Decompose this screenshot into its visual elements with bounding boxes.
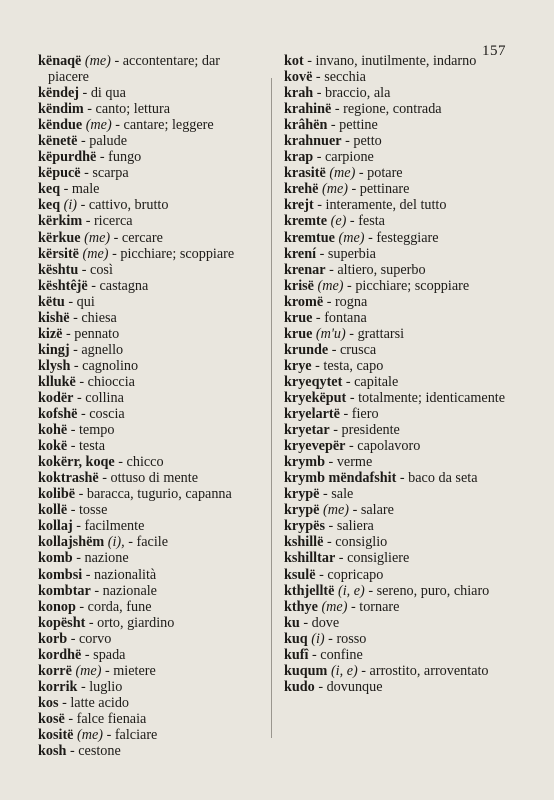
entry-headword: krymb — [284, 454, 325, 471]
entry-definition: - chicco — [114, 454, 164, 471]
entry-headword: kënetë — [38, 133, 78, 150]
dictionary-entry — [38, 470, 264, 486]
entry-headword: kështu — [38, 261, 79, 278]
entry-definition: - totalmente; identicamente — [346, 389, 506, 406]
entry-headword: ksulë — [284, 566, 316, 583]
entry-headword: kremtue — [284, 229, 335, 246]
entry-definition: - mietere — [101, 662, 156, 679]
entry-definition: - male — [60, 181, 100, 198]
entry-headword: këpurdhë — [38, 149, 97, 166]
entry-definition: - interamente, del tutto — [313, 197, 447, 214]
entry-headword: këpucë — [38, 165, 81, 182]
entry-headword: kizë — [38, 325, 63, 342]
entry-headword: krue — [284, 325, 313, 342]
entry-headword: krení — [284, 245, 317, 262]
dictionary-entry — [38, 197, 264, 213]
entry-headword: kënaqë — [38, 53, 82, 69]
entry-headword: kryeqytet — [284, 373, 343, 390]
entry-headword: kryelartë — [284, 406, 340, 423]
dictionary-entry — [284, 406, 510, 422]
entry-definition: - baracca, tugurio, capanna — [75, 486, 232, 503]
entry-headword: keq — [38, 181, 61, 198]
dictionary-entry — [38, 278, 264, 294]
dictionary-entry — [284, 502, 510, 518]
dictionary-entry — [284, 117, 510, 133]
dictionary-entry — [38, 101, 264, 117]
dictionary-entry — [38, 230, 264, 246]
entry-headword: konop — [38, 598, 76, 615]
entry-definition: - nazione — [72, 550, 129, 567]
entry-definition: - salare — [349, 502, 394, 519]
entry-definition: - cattivo, brutto — [77, 197, 169, 214]
entry-headword: kryekëput — [284, 389, 347, 406]
entry-definition: - latte acido — [58, 694, 130, 711]
entry-definition: - pettinare — [347, 181, 410, 198]
entry-definition: - luglio — [77, 678, 123, 695]
entry-definition: - cercare — [110, 229, 163, 246]
dictionary-entry — [284, 631, 510, 647]
entry-definition: - sereno, puro, chiaro — [364, 582, 490, 599]
dictionary-entry — [38, 727, 264, 743]
entry-definition: - testa — [67, 438, 105, 455]
entry-grammar: (m'u) — [315, 325, 346, 342]
dictionary-entry — [284, 181, 510, 197]
dictionary-entry — [38, 85, 264, 101]
entry-grammar: (me) — [338, 229, 365, 246]
entry-headword: kromë — [284, 293, 324, 310]
dictionary-entry — [284, 534, 510, 550]
entry-headword: kufî — [284, 646, 309, 663]
entry-headword: krahinë — [284, 101, 332, 118]
dictionary-entry — [38, 165, 264, 181]
entry-headword: kofshë — [38, 406, 78, 423]
entry-headword: kërkue — [38, 229, 81, 246]
entry-definition: - regione, contrada — [331, 101, 442, 118]
entry-headword: këndej — [38, 85, 79, 102]
entry-grammar: (me) — [77, 726, 104, 743]
entry-definition: - tornare — [347, 598, 400, 615]
entry-definition: - saliera — [325, 518, 374, 535]
entry-grammar: (i) — [63, 197, 78, 214]
entry-headword: kokë — [38, 438, 68, 455]
dictionary-entry — [284, 165, 510, 181]
dictionary-entry — [284, 599, 510, 615]
entry-headword: klysh — [38, 357, 71, 374]
entry-definition: - facile — [124, 534, 169, 551]
dictionary-entry — [284, 486, 510, 502]
entry-definition: - superbia — [316, 245, 376, 262]
dictionary-entry — [284, 422, 510, 438]
dictionary-entry — [284, 567, 510, 583]
entry-definition: - verme — [325, 454, 373, 471]
dictionary-entry — [284, 390, 510, 406]
entry-grammar: (me) — [321, 181, 348, 198]
dictionary-entry — [38, 181, 264, 197]
entry-definition: - rosso — [324, 630, 367, 647]
entry-definition: - festeggiare — [364, 229, 439, 246]
dictionary-entry — [38, 246, 264, 262]
entry-definition: - braccio, ala — [313, 85, 391, 102]
entry-definition: - falciare — [103, 726, 158, 743]
entry-definition: - tempo — [67, 422, 115, 439]
dictionary-entry — [284, 197, 510, 213]
entry-definition: - cestone — [66, 743, 121, 760]
entry-grammar: (e) — [330, 213, 347, 230]
entry-definition: - testa, capo — [311, 357, 384, 374]
dictionary-entry — [38, 454, 264, 470]
entry-headword: kështêjë — [38, 277, 88, 294]
entry-definition: - petto — [341, 133, 382, 150]
entry-headword: kërsitë — [38, 245, 79, 262]
dictionary-entry — [38, 743, 264, 759]
entry-grammar: (i, e) — [337, 582, 365, 599]
entry-definition: - picchiare; scoppiare — [108, 245, 235, 262]
right-column — [284, 53, 510, 695]
entry-headword: kërkim — [38, 213, 83, 230]
entry-headword: korb — [38, 630, 68, 647]
entry-headword: kuq — [284, 630, 308, 647]
dictionary-entry — [38, 406, 264, 422]
entry-headword: kordhë — [38, 646, 82, 663]
dictionary-entry — [284, 615, 510, 631]
entry-headword: krymb mëndafshit — [284, 470, 397, 487]
dictionary-entry — [284, 246, 510, 262]
entry-definition: - nazionale — [90, 582, 157, 599]
entry-definition: - chioccia — [75, 373, 135, 390]
entry-headword: kos — [38, 694, 59, 711]
entry-headword: kthjelltë — [284, 582, 335, 599]
entry-definition: - chiesa — [69, 309, 117, 326]
dictionary-entry — [38, 550, 264, 566]
entry-headword: korrik — [38, 678, 78, 695]
entry-headword: krue — [284, 309, 313, 326]
entry-definition: - coscia — [77, 406, 125, 423]
dictionary-entry — [38, 117, 264, 133]
entry-definition: - corda, fune — [75, 598, 152, 615]
dictionary-entry — [38, 567, 264, 583]
dictionary-entry — [38, 615, 264, 631]
entry-definition: - nazionalità — [82, 566, 157, 583]
entry-grammar: (me) — [75, 662, 102, 679]
entry-definition: - agnello — [69, 341, 124, 358]
entry-grammar: (i, e) — [330, 662, 358, 679]
left-column — [38, 53, 264, 759]
dictionary-entry — [284, 278, 510, 294]
dictionary-entry — [284, 518, 510, 534]
entry-definition: - così — [78, 261, 113, 278]
dictionary-entry — [284, 374, 510, 390]
entry-grammar: (i), — [107, 534, 125, 551]
entry-headword: krasitë — [284, 165, 326, 182]
entry-headword: krye — [284, 357, 312, 374]
dictionary-entry — [284, 69, 510, 85]
entry-grammar: (me) — [329, 165, 356, 182]
dictionary-entry — [284, 663, 510, 679]
entry-headword: komb — [38, 550, 73, 567]
dictionary-entry — [38, 358, 264, 374]
entry-grammar: (me) — [84, 53, 111, 69]
entry-grammar: (me) — [317, 277, 344, 294]
column-divider — [271, 78, 272, 738]
dictionary-entry — [284, 647, 510, 663]
entry-definition: - confine — [308, 646, 363, 663]
dictionary-entry — [284, 438, 510, 454]
dictionary-entry — [284, 583, 510, 599]
entry-headword: kositë — [38, 726, 74, 743]
entry-definition: - grattarsi — [345, 325, 405, 342]
entry-definition: - orto, giardino — [85, 614, 175, 631]
dictionary-entry — [38, 534, 264, 550]
entry-definition: - corvo — [67, 630, 112, 647]
entry-headword: krahnuer — [284, 133, 342, 150]
entry-headword: keq — [38, 197, 61, 214]
dictionary-entry — [38, 695, 264, 711]
dictionary-entry — [38, 663, 264, 679]
dictionary-entry — [38, 213, 264, 229]
entry-headword: kombtar — [38, 582, 91, 599]
dictionary-entry — [38, 599, 264, 615]
entry-definition: - qui — [64, 293, 95, 310]
entry-definition: - fontana — [312, 309, 367, 326]
entry-headword: kishë — [38, 309, 70, 326]
entry-definition: - consigliere — [335, 550, 410, 567]
dictionary-entry — [284, 262, 510, 278]
entry-definition: - palude — [77, 133, 128, 150]
entry-grammar: (me) — [82, 245, 109, 262]
entry-headword: kopësht — [38, 614, 86, 631]
entry-definition: - canto; lettura — [83, 101, 171, 118]
entry-headword: kosë — [38, 710, 65, 727]
entry-definition: - copricapo — [315, 566, 384, 583]
dictionary-entry — [284, 470, 510, 486]
entry-headword: krah — [284, 85, 314, 102]
dictionary-entry — [284, 53, 510, 69]
entry-headword: korrë — [38, 662, 72, 679]
entry-definition: - di qua — [79, 85, 126, 102]
dictionary-entry — [284, 133, 510, 149]
entry-definition: - pennato — [62, 325, 120, 342]
entry-definition: - ottuso di mente — [98, 470, 199, 487]
entry-headword: kolibë — [38, 486, 76, 503]
dictionary-entry — [38, 390, 264, 406]
entry-definition: - falce fienaia — [64, 710, 147, 727]
dictionary-entry — [38, 262, 264, 278]
entry-definition: - fungo — [96, 149, 142, 166]
entry-grammar: (me) — [85, 117, 112, 134]
entry-grammar: (me) — [84, 229, 111, 246]
dictionary-entry — [38, 711, 264, 727]
entry-headword: kollajshëm — [38, 534, 105, 551]
entry-definition: - capolavoro — [345, 438, 421, 455]
entry-headword: kudo — [284, 678, 315, 695]
entry-definition: - dove — [299, 614, 340, 631]
dictionary-entry — [38, 133, 264, 149]
entry-headword: kosh — [38, 743, 67, 760]
entry-grammar: (i) — [311, 630, 325, 647]
entry-headword: kovë — [284, 69, 313, 86]
dictionary-entry — [38, 486, 264, 502]
entry-headword: ku — [284, 614, 300, 631]
dictionary-entry — [284, 342, 510, 358]
entry-definition: - secchia — [312, 69, 366, 86]
dictionary-entry — [38, 679, 264, 695]
dictionary-entry — [38, 647, 264, 663]
entry-headword: krunde — [284, 341, 329, 358]
entry-headword: kllukë — [38, 373, 76, 390]
dictionary-entry — [38, 583, 264, 599]
dictionary-entry — [38, 374, 264, 390]
entry-headword: krypë — [284, 486, 320, 503]
entry-headword: kremte — [284, 213, 328, 230]
entry-definition: - picchiare; scoppiare — [343, 277, 470, 294]
entry-headword: këtu — [38, 293, 65, 310]
dictionary-entry — [284, 213, 510, 229]
dictionary-entry — [38, 310, 264, 326]
entry-definition: - crusca — [328, 341, 377, 358]
entry-definition: - invano, inutilmente, indarno — [303, 53, 477, 69]
dictionary-entry — [284, 101, 510, 117]
dictionary-entry — [38, 631, 264, 647]
entry-headword: kryetar — [284, 422, 330, 439]
dictionary-entry — [284, 149, 510, 165]
entry-definition: - ricerca — [82, 213, 133, 230]
entry-definition: - potare — [355, 165, 403, 182]
entry-definition: - presidente — [329, 422, 400, 439]
entry-headword: krenar — [284, 261, 326, 278]
entry-headword: kot — [284, 53, 304, 69]
entry-grammar: (me) — [323, 502, 350, 519]
entry-headword: kodër — [38, 389, 74, 406]
entry-headword: kshilltar — [284, 550, 336, 567]
entry-definition: - fiero — [339, 406, 379, 423]
entry-headword: këndim — [38, 101, 84, 118]
entry-definition: - sale — [319, 486, 354, 503]
entry-definition: - facilmente — [72, 518, 145, 535]
entry-definition: - cantare; leggere — [111, 117, 214, 134]
dictionary-entry — [38, 149, 264, 165]
dictionary-entry — [38, 294, 264, 310]
entry-definition: - dovunque — [314, 678, 383, 695]
entry-headword: krap — [284, 149, 314, 166]
entry-headword: kuqum — [284, 662, 328, 679]
entry-definition: - arrostito, arroventato — [357, 662, 489, 679]
entry-headword: krejt — [284, 197, 314, 214]
dictionary-entry — [284, 550, 510, 566]
entry-headword: krisë — [284, 277, 314, 294]
dictionary-entry — [284, 679, 510, 695]
page-number: 157 — [482, 43, 506, 59]
entry-headword: kingj — [38, 341, 70, 358]
dictionary-entry — [284, 85, 510, 101]
entry-definition: - capitale — [342, 373, 399, 390]
entry-definition: - collina — [73, 389, 124, 406]
entry-headword: kohë — [38, 422, 68, 439]
dictionary-entry — [38, 53, 264, 85]
entry-headword: krehë — [284, 181, 319, 198]
dictionary-entry — [38, 438, 264, 454]
dictionary-entry — [284, 454, 510, 470]
dictionary-entry — [284, 326, 510, 342]
entry-definition: - pettine — [327, 117, 378, 134]
entry-definition: - consiglio — [323, 534, 388, 551]
entry-headword: koktrashë — [38, 470, 99, 487]
entry-headword: kryevepër — [284, 438, 346, 455]
dictionary-entry — [38, 518, 264, 534]
entry-headword: kombsi — [38, 566, 83, 583]
dictionary-entry — [38, 342, 264, 358]
entry-definition: - carpione — [313, 149, 374, 166]
entry-headword: kokërr, koqe — [38, 454, 115, 471]
dictionary-entry — [38, 502, 264, 518]
entry-headword: kollë — [38, 502, 68, 519]
dictionary-entry — [284, 230, 510, 246]
entry-headword: kshillë — [284, 534, 324, 551]
entry-headword: kollaj — [38, 518, 73, 535]
entry-definition: - altiero, superbo — [325, 261, 426, 278]
entry-headword: kthye — [284, 598, 318, 615]
entry-definition: - baco da seta — [396, 470, 478, 487]
entry-headword: krâhën — [284, 117, 328, 134]
entry-definition: - tosse — [67, 502, 108, 519]
entry-headword: krypës — [284, 518, 325, 535]
entry-definition: - accontentare; dar piacere — [48, 53, 221, 86]
entry-definition: - castagna — [87, 277, 149, 294]
entry-grammar: (me) — [321, 598, 348, 615]
entry-definition: - scarpa — [80, 165, 129, 182]
dictionary-entry — [284, 310, 510, 326]
entry-definition: - cagnolino — [70, 357, 139, 374]
dictionary-entry — [38, 422, 264, 438]
entry-definition: - festa — [346, 213, 385, 230]
dictionary-entry — [284, 358, 510, 374]
entry-headword: krypë — [284, 502, 320, 519]
entry-definition: - rogna — [323, 293, 368, 310]
entry-definition: - spada — [81, 646, 126, 663]
entry-headword: këndue — [38, 117, 83, 134]
dictionary-entry — [284, 294, 510, 310]
dictionary-entry — [38, 326, 264, 342]
